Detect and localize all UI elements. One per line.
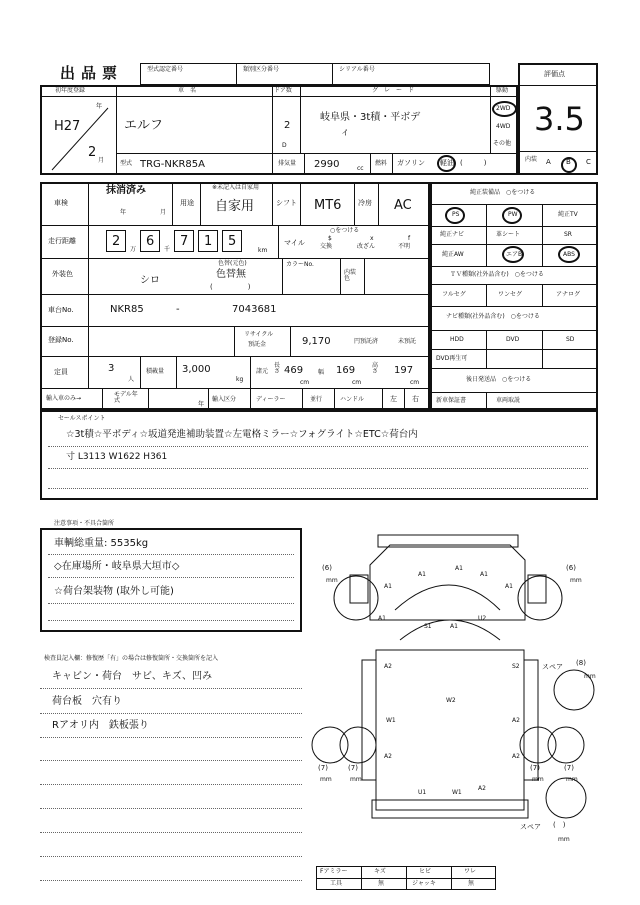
color-change-paren: ( ) [210,283,251,291]
recycle-paid: 円預託済 [354,338,379,345]
spare-2-unit: mm [558,836,570,843]
use-note: ※未記入は自家用 [212,184,260,191]
mileage-man-unit: 万 [130,246,137,253]
import-year-unit: 年 [198,401,205,408]
displacement-label: 排気量 [278,160,297,167]
first-reg-label: 初年度登録 [55,87,86,94]
damage-label-19: A2 [512,717,520,724]
first-reg-month: 2 [88,145,97,160]
drive-2wd: 2WD [496,105,511,112]
interior-c: C [586,158,591,166]
drive-2wd-circle [492,101,517,117]
interior-color-label: 内装色 [344,269,357,282]
legend-cell-7: ジャッキ [412,880,436,887]
tire-front-left-unit: mm [326,577,338,584]
tire-front-right-unit: mm [570,577,582,584]
mileage-s: $ [328,235,332,242]
notes-item-3: ☆荷台架装物 (取外し可能) [54,586,174,597]
mileage-digit-1: 2 [106,230,126,252]
drive-other: その他 [493,140,512,147]
damage-label-17: A2 [384,753,392,760]
width-label: 幅 [318,369,325,376]
equip-abs: ABS [563,251,575,258]
damage-label-10: A2 [384,663,392,670]
dims-label: 諸元 [256,368,269,375]
handle-label: ハンドル [340,396,365,403]
fuel-label: 燃料 [375,160,388,167]
equip-airbag: エアB [506,251,523,258]
tire-rear-2-unit: mm [350,776,362,783]
mileage-km-unit: km [258,247,268,254]
height-unit: cm [410,379,420,386]
color-change-label: 色替(元色) [218,260,247,267]
inspection-month-unit: 月 [160,209,167,216]
spare-1-label: スペア [542,663,563,671]
import-input-label: 輸入区分 [212,396,237,403]
legend-cell-1: Fアミラー [320,868,348,875]
tv-type-label: ＴＶ種類(社外品含む) ○をつける [450,271,544,278]
damage-label-5: A1 [505,583,513,590]
capacity-value: 3 [108,363,115,374]
damage-label-11: S2 [512,663,520,670]
navi-type-label: ナビ種類(社外品含む) ○をつける [446,313,540,320]
equip-genuine-navi: 純正ナビ [440,231,465,238]
month-unit: 月 [98,157,105,164]
serial-label: シリアル番号 [339,66,375,73]
shift-value: MT6 [314,198,342,213]
inspector-item-2: 荷台板 穴有り [52,696,122,707]
chassis-value-2: 7043681 [232,304,277,315]
mileage-circle-note: ○をつける [330,227,360,234]
tire-rear-3-unit: mm [532,776,544,783]
length-value: 469 [284,365,304,376]
recycle-label-1: リサイクル [244,331,274,338]
year-unit: 年 [96,103,103,110]
mileage-digit-4: 1 [198,230,218,252]
tire-rear-3: (7) [530,764,540,772]
legend-cell-4: ワレ [464,868,477,875]
fuel-other-paren: ( ) [460,159,487,167]
damage-label-4: A1 [384,583,392,590]
new-car-warranty: 新車保証書 [436,397,467,404]
height-value: 197 [394,365,414,376]
color-change-value: 色替無 [216,269,246,280]
category-label: 類別区分番号 [243,66,280,73]
score-value: 3.5 [534,100,585,138]
inspection-year-unit: 年 [120,209,127,216]
name-label: 車 名 [178,87,197,94]
inspection-value: 抹消済み [106,185,146,196]
interior-label: 内装 [525,156,538,163]
first-reg-year: H27 [54,119,81,134]
damage-label-8: A1 [450,623,458,630]
equip-genuine-aw: 純正AW [442,251,464,258]
navi-dvd: DVD [506,336,520,343]
cc-unit: cc [357,165,364,172]
import-label: 輸入車のみ→ [46,395,82,402]
damage-label-6: A1 [378,615,386,622]
navi-hdd: HDD [450,336,464,343]
handle-right: 右 [412,395,419,403]
legend-cell-6: 無 [378,880,385,887]
tire-front-right: (6) [566,564,576,572]
mileage-digit-3: 7 [174,230,194,252]
recycle-unpaid: 未預託 [398,338,417,345]
spare-1-value: (8) [576,659,586,667]
damage-label-9: U2 [478,615,487,622]
tire-rear-1: (7) [318,764,328,772]
grade-value: 岐阜県・3t積・平ボデ [320,112,421,123]
grade-label: グ レ ー ド [372,87,415,94]
length-label: 長さ [274,362,281,375]
inspector-item-3: Rアオリ内 鉄板張り [52,720,149,731]
tire-front-left: (6) [322,564,332,572]
aftermarket-label: 後日発送品 ○をつける [466,376,532,383]
use-label: 用途 [180,199,194,207]
color-no-label: カラーNo. [286,261,314,268]
use-value: 自家用 [215,199,255,214]
chassis-label: 車台No. [48,306,74,314]
exterior-color-label: 外装色 [52,270,73,278]
equip-genuine-tv: 純正TV [558,211,578,218]
notes-label: 注意事項・不具合箇所 [54,520,115,527]
mileage-digit-5: 5 [222,230,242,252]
equip-pw-circle [502,207,522,224]
doors-label: ドア数 [274,87,292,94]
equip-pw: PW [508,211,518,218]
details-table [40,182,430,410]
inspector-label: 検査員記入欄：修復歴「有」の場合は修復箇所・交換箇所を記入 [44,655,219,662]
legend-cell-5: 工具 [330,880,343,887]
load-label: 積載量 [146,368,165,375]
model-value: TRG-NKR85A [140,159,205,170]
drive-label: 駆動 [496,87,509,94]
owner-manual: 車両取説 [496,397,521,404]
damage-label-18: A2 [512,753,520,760]
tire-rear-4-unit: mm [566,776,578,783]
mileage-x: x [370,235,374,242]
import-parallel: 並行 [310,396,323,403]
equip-ps: PS [452,211,460,218]
genuine-equipment-label: 純正装備品 ○をつける [470,189,536,196]
damage-label-1: A1 [418,571,426,578]
inspection-label: 車検 [54,199,68,207]
tire-rear-2: (7) [348,764,358,772]
recycle-value: 9,170 [302,336,331,347]
height-label: 高さ [372,362,379,375]
damage-label-16: A2 [478,785,486,792]
model-year-label: モデル年式 [114,391,138,404]
damage-label-14: U1 [418,789,427,796]
mileage-mile: マイル [284,239,305,247]
mileage-digit-2: 6 [140,230,160,252]
notes-item-1: 車輌総重量: 5535kg [54,538,149,549]
equip-abs-circle [558,246,580,263]
fuel-gasoline: ガソリン [397,159,425,167]
mileage-label: 走行距離 [48,237,76,245]
load-value: 3,000 [182,364,211,375]
damage-label-13: W1 [386,717,396,724]
equip-sr: SR [564,231,572,238]
damage-label-12: W2 [446,697,456,704]
damage-label-2: A1 [455,565,463,572]
score-label: 評価点 [544,70,565,78]
model-label: 型式 [120,160,133,167]
mileage-tampered: 改ざん [357,243,376,250]
legend-cell-3: ヒビ [419,868,432,875]
sheet-title: 出品票 [60,64,124,82]
chassis-value-1: NKR85 [110,304,144,315]
tv-oneseg: ワンセグ [498,291,523,298]
interior-b: B [566,158,571,166]
sales-point-label: セールスポイント [58,415,106,422]
fuel-diesel: 軽油 [440,159,454,167]
shift-label: シフト [276,199,297,207]
capacity-unit: 人 [128,376,135,383]
tire-rear-4: (7) [564,764,574,772]
tv-analog: アナログ [556,291,581,298]
legend-cell-8: 無 [468,880,475,887]
damage-label-7: S1 [424,623,432,630]
inspector-item-1: キャビン・荷台 サビ、キズ、凹み [52,671,212,682]
navi-sd: SD [566,336,575,343]
recycle-label-2: 預託金 [248,341,267,348]
model-cert-label: 型式認定番号 [147,66,184,73]
equip-ps-circle [445,207,465,224]
width-value: 169 [336,365,356,376]
car-name: エルフ [124,118,164,133]
length-unit: cm [300,379,310,386]
grade-value-cont: ィ [340,127,350,138]
displacement-value: 2990 [314,159,340,170]
door-count: 2 [284,120,291,131]
tire-rear-1-unit: mm [320,776,332,783]
equip-airbag-circle [502,246,524,263]
door-suffix: D [282,142,287,149]
exterior-color-value: シロ [140,275,160,286]
chassis-dash: - [176,304,180,315]
mileage-f: f [408,235,411,242]
ac-label: 冷房 [358,199,372,207]
handle-left: 左 [390,395,397,403]
damage-label-15: W1 [452,789,462,796]
spare-1-unit: mm [584,673,596,680]
sales-point-line-1: ☆3t積☆平ボディ☆坂道発進補助装置☆左電格ミラー☆フォグライト☆ETC☆荷台内 [66,429,418,440]
import-dealer: ディーラー [256,396,286,403]
notes-item-2: ◇在庫場所・岐阜県大垣市◇ [54,561,180,572]
width-unit: cm [352,379,362,386]
legend-cell-2: キズ [374,868,386,875]
interior-a: A [546,158,551,166]
tv-fullseg: フルセグ [442,291,466,298]
mileage-replaced: 交換 [320,243,333,250]
mileage-unknown: 不明 [398,243,411,250]
drive-4wd: 4WD [496,123,511,130]
spare-2-label: スペア [520,823,541,831]
capacity-label: 定員 [54,368,68,376]
fuel-diesel-circle [437,155,456,172]
damage-label-3: A1 [480,571,488,578]
equip-leather-seat: 革シート [496,231,521,238]
load-unit: kg [236,376,244,383]
ac-value: AC [394,198,412,213]
sales-point-line-2: 寸 L3113 W1622 H361 [66,452,168,462]
dvd-playback-label: DVD再生可 [436,355,468,362]
mileage-sen-unit: 千 [164,246,171,253]
spare-2-value: ( ) [553,821,566,829]
registration-label: 登録No. [48,336,74,344]
